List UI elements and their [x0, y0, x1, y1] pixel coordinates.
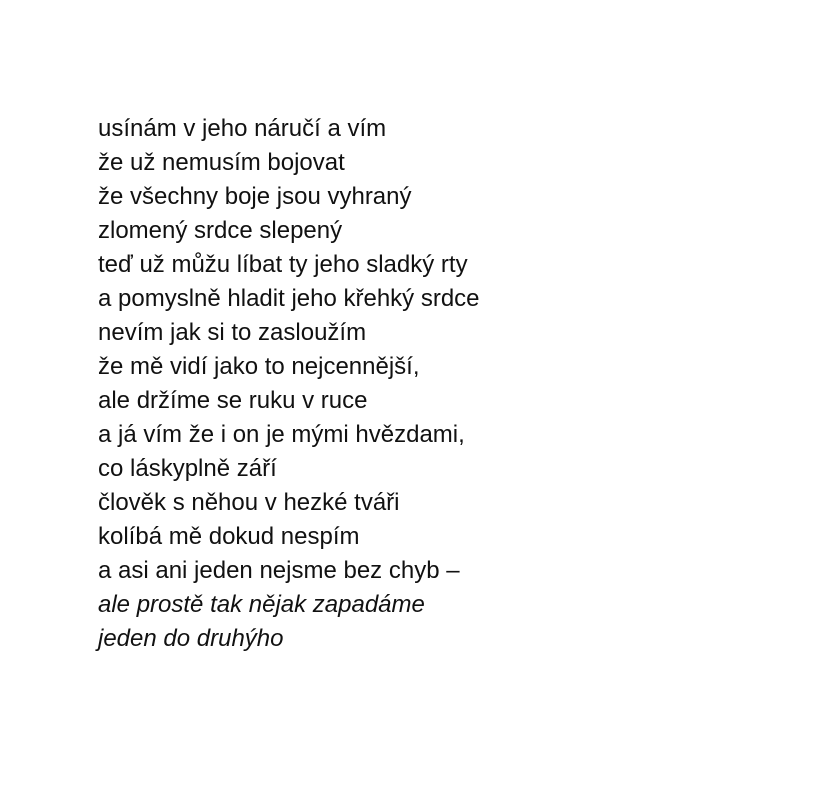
poem-line: že mě vidí jako to nejcennější, — [98, 353, 420, 380]
poem-line: teď už můžu líbat ty jeho sladký rty — [98, 251, 468, 278]
poem-line: kolíbá mě dokud nespím — [98, 523, 360, 550]
poem-line: že už nemusím bojovat — [98, 149, 345, 176]
poem-line: a já vím že i on je mými hvězdami, — [98, 421, 465, 448]
poem-line: že všechny boje jsou vyhraný — [98, 183, 412, 210]
poem-line: usínám v jeho náručí a vím — [98, 115, 387, 142]
poem-text — [98, 112, 480, 656]
poem-line-italic: ale prostě tak nějak zapadáme — [98, 591, 425, 618]
poem-line: nevím jak si to zasloužím — [98, 319, 367, 346]
poem-line-italic: jeden do druhýho — [98, 625, 284, 652]
poem-line: člověk s něhou v hezké tváři — [98, 489, 400, 516]
poem-line: ale držíme se ruku v ruce — [98, 387, 368, 414]
poem-line: zlomený srdce slepený — [98, 217, 343, 244]
poem-line: a asi ani jeden nejsme bez chyb – — [98, 557, 460, 584]
poem-line: a pomyslně hladit jeho křehký srdce — [98, 285, 480, 312]
poem-line: co láskyplně září — [98, 455, 277, 482]
